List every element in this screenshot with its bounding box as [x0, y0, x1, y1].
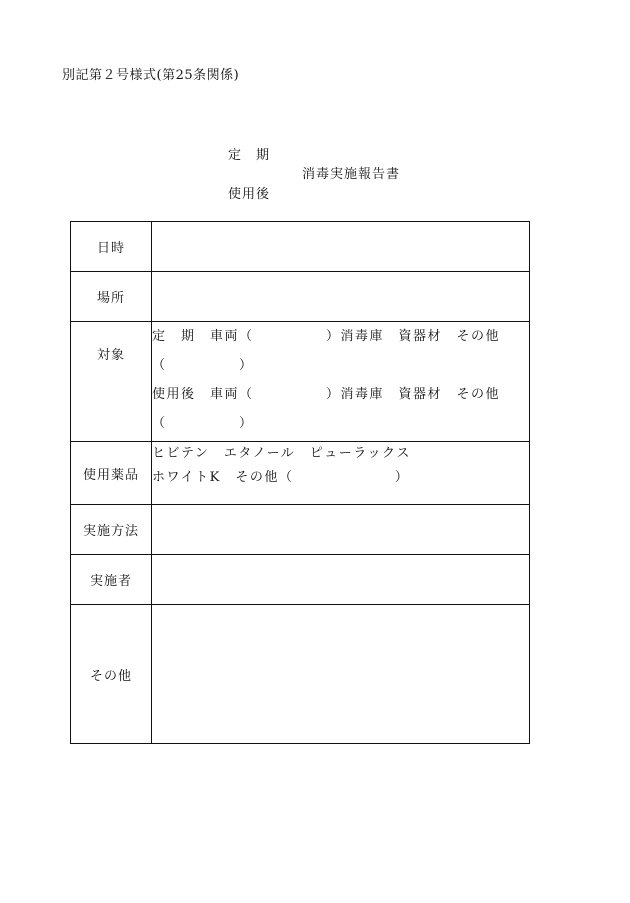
table-row-target — [71, 322, 530, 442]
drugs-line-1: ヒビテン エタノール ピューラックス — [152, 446, 411, 461]
table-row-place — [71, 272, 530, 322]
title-periodic: 定 期 — [228, 148, 271, 163]
target-line-periodic-other: （ ） — [152, 358, 254, 373]
page-title: 消毒実施報告書 — [302, 167, 401, 182]
drugs-field[interactable] — [152, 442, 530, 505]
title-after-use: 使用後 — [228, 187, 271, 202]
place-label: 場所 — [71, 272, 152, 322]
table-row-datetime — [71, 222, 530, 272]
table-row-method — [71, 505, 530, 555]
other-label: その他 — [71, 605, 152, 744]
datetime-field[interactable] — [152, 222, 530, 272]
target-line-periodic: 定 期 車両（ ）消毒庫 資器材 その他 — [152, 329, 501, 344]
table-row-performer — [71, 555, 530, 605]
target-label: 対象 — [71, 322, 152, 442]
target-line-after-use-other: （ ） — [152, 416, 254, 431]
method-field[interactable] — [152, 505, 530, 555]
datetime-label: 日時 — [71, 222, 152, 272]
form-number-note: 別記第２号様式(第25条関係) — [62, 68, 240, 83]
place-field[interactable] — [152, 272, 530, 322]
target-line-after-use: 使用後 車両（ ）消毒庫 資器材 その他 — [152, 387, 501, 402]
table-row-other — [71, 605, 530, 744]
target-field[interactable] — [152, 322, 530, 442]
performer-label: 実施者 — [71, 555, 152, 605]
table-row-drugs — [71, 442, 530, 505]
drugs-label: 使用薬品 — [71, 442, 152, 505]
other-field[interactable] — [152, 605, 530, 744]
report-table — [70, 221, 530, 744]
method-label: 実施方法 — [71, 505, 152, 555]
drugs-line-2: ホワイトK その他（ ） — [152, 470, 410, 485]
performer-field[interactable] — [152, 555, 530, 605]
